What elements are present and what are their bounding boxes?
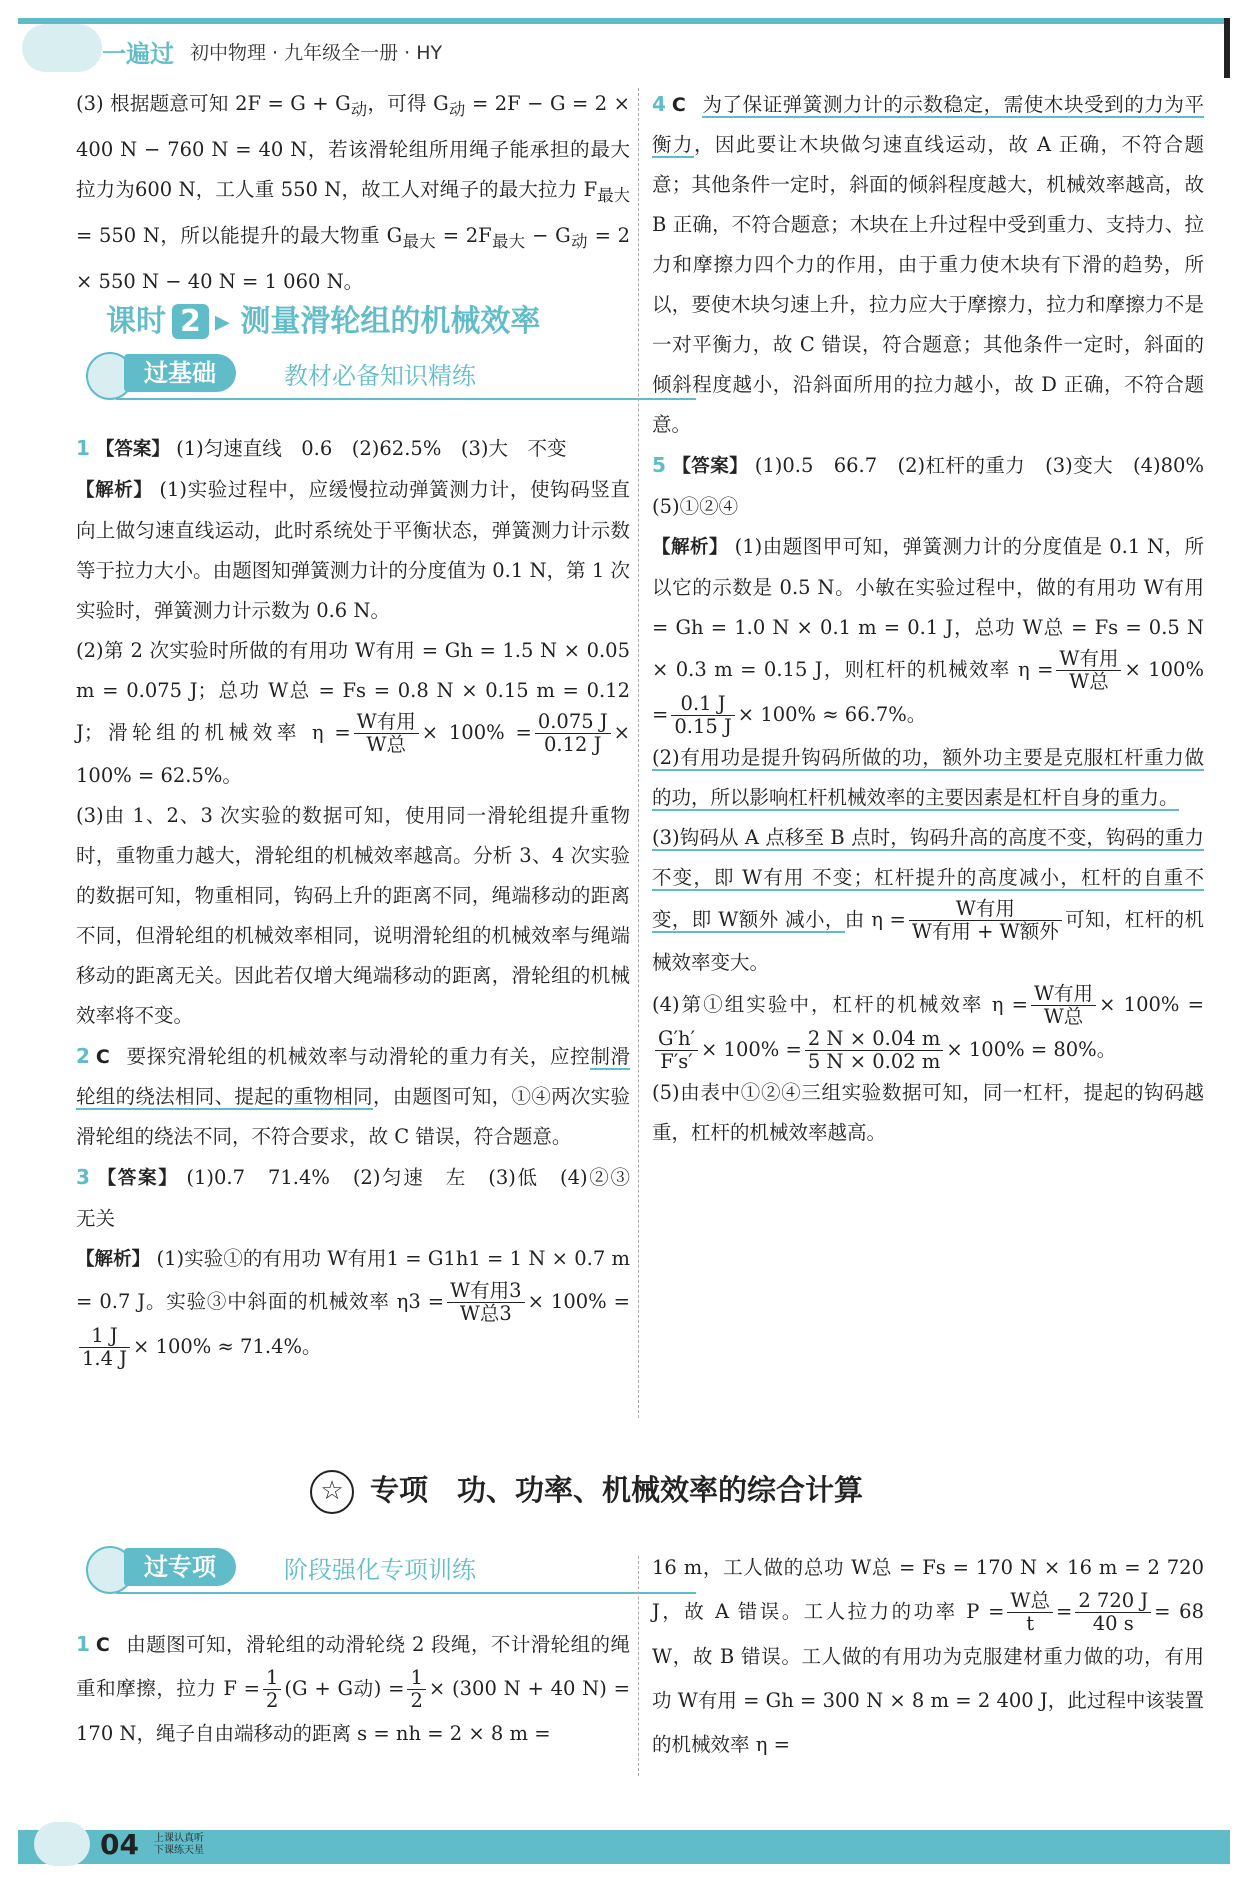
q4: 4 C 为了保证弹簧测力计的示数稳定，需使木块受到的力为平衡力，因此要让木块做匀速直线运动，故 A 正确，不符合题意；其他条件一定时，斜面的倾斜程度越大，机械效率越高，故 B 正确，不符合题意；木块在上升过程中受到重力、支持力、拉力和摩擦力四个力的作用，由于重力使木块有下滑的趋势，所以，要使木块匀速上升，拉力应大于摩擦力，拉力和摩擦力不是一对平衡力，故 C 错误，符合题意；其他条件一定时，斜面的倾斜程度越小，沿斜面所用的拉力越小，故 D 正确，不符合题意。 [652, 92, 1204, 436]
special-q1-continued: 16 m，工人做的总功 W总 = Fs = 170 N × 16 m = 2 720 J，故 A 错误。工人拉力的功率 P = $\frac{\text{W总}}{t}$ = $\frac{2 720 J}{40 s}$ = 68 W，故 B 错误。工人做的有用功为克服建材重力做的功，有用功 W有用 = Gh = 300 N × 8 m = 2 400 J，此过程中该装置的机械效率 η = [652, 1556, 1204, 1756]
q5-analysis-5: (5)由表中①②④三组实验数据可知，同一杠杆，提起的钩码越重，杠杆的机械效率越高。 [652, 1081, 1204, 1144]
q1-analysis-3: (3)由 1、2、3 次实验的数据可知，使用同一滑轮组提升重物时，重物重力越大，滑轮组的机械效率越高。分析 3、4 次实验的数据可知，物重相同，钩码上升的距离不同，绳端移动的距离不同，但滑轮组的机械效率相同，说明滑轮组的机械效率与绳端移动的距离无关。因此若仅增大绳端移动的距离，滑轮组的机械效率将不变。 [76, 804, 630, 1027]
special-title: ☆ 专项 功、功率、机械效率的综合计算 [310, 1468, 1010, 1518]
q5-analysis-4: (4)第①组实验中，杠杆的机械效率 η = $\frac{\text{W有用}}{\text{W总}}$ × 100% = $\frac{G'h'}{F's'}$ × 100% = $\frac{2 N \times 0.04 m}{5 N \times 0.02 m}$ × 100% = 80%。 [652, 982, 1204, 1073]
section-banner-basics: 过基础 教材必备知识精练 [76, 352, 656, 396]
column-divider [638, 88, 639, 1418]
section-banner-special: 过专项 阶段强化专项训练 [76, 1546, 656, 1590]
q1-analysis-1: 【解析】 (1)实验过程中，应缓慢拉动弹簧测力计，使钩码竖直向上做匀速直线运动，此时系统处于平衡状态，弹簧测力计示数等于拉力大小。由题图知弹簧测力计的分度值为 0.1 N，第 1 次实验时，弹簧测力计示数为 0.6 N。 [76, 478, 630, 622]
page-footer [18, 1822, 1230, 1866]
left-column-top [76, 84, 630, 302]
header-bar [18, 18, 1230, 24]
page-header [18, 18, 1230, 70]
q5-answer: 5 【答案】 (1)0.5 66.7 (2)杠杆的重力 (3)变大 (4)80% (5)①②④ [652, 453, 1224, 518]
q1-analysis-2: (2)第 2 次实验时所做的有用功 W有用 = Gh = 1.5 N × 0.05 m = 0.075 J；总功 W总 = Fs = 0.8 N × 0.15 m = 0.12 J；滑轮组的机械效率 η = $\frac{\text{W有用}}{\text{W总}}$ × 100% = $\frac{0.075 J}{0.12 J}$ × 100% = 62.5%。 [76, 639, 630, 787]
lesson-title: 课时 2 ▸ 测量滑轮组的机械效率 [106, 304, 541, 339]
q3-analysis: 【解析】 (1)实验①的有用功 W有用1 = G1h1 = 1 N × 0.7 m = 0.7 J。实验③中斜面的机械效率 η3 = $\frac{\text{W有用3}}{\text{W总3}}$ × 100% = $\frac{1 J}{1.4 J}$ × 100% ≈ 71.4%。 [76, 1247, 630, 1370]
q5-analysis-1: 【解析】 (1)由题图甲可知，弹簧测力计的分度值是 0.1 N，所以它的示数是 0.5 N。小敏在实验过程中，做的有用功 W有用 = Gh = 1.0 N × 0.1 m = 0.1 J，总功 W总 = Fs = 0.5 N × 0.3 m = 0.15 J，则杠杆的机械效率 η = $\frac{\text{W有用}}{\text{W总}}$ × 100% = $\frac{0.1 J}{0.15 J}$ × 100% ≈ 66.7%。 [652, 535, 1204, 738]
column-divider-bottom [638, 1556, 639, 1776]
intro-paragraph: (3) 根据题意可知 $2F = G + G_动$，可得 $G_动 = 2F - G = 2 \times 400$ N − 760 N = 40 N，若该滑轮组所用绳子能承担的最大拉力为600 N，工人重 550 N，故工人对绳子的最大拉力 $F_{最大} = 550$ N，所以能提升的最大物重 $G_{最大} = 2F_{最大} - G_动 = 2 \times 550$ N − 40 N = 1 060 N。 [76, 92, 631, 293]
q5-analysis-2: (2)有用功是提升钩码所做的功，额外功主要是克服杠杆重力做的功，所以影响杠杆机械效率的主要因素是杠杆自身的重力。 [652, 746, 1204, 809]
mascot-logo-icon [22, 24, 102, 72]
star-mascot-icon: ☆ [310, 1470, 354, 1514]
page-edge [1224, 18, 1230, 78]
q2: 2 C 要探究滑轮组的机械效率与动滑轮的重力有关，应控制滑轮组的绕法相同、提起的重物相同，由题图可知，①④两次实验滑轮组的绕法不同，不符合要求，故 C 错误，符合题意。 [76, 1044, 630, 1148]
special-q1: 1 C 由题图可知，滑轮组的动滑轮绕 2 段绳，不计滑轮组的绳重和摩擦，拉力 F = $\frac{1}{2}$ (G + G动) = $\frac{1}{2}$ × (300 N + 40 N) = 170 N，绳子自由端移动的距离 s = nh = 2 × 8 m = [76, 1632, 630, 1745]
right-column [652, 84, 1224, 1153]
book-title: 初中物理 · 九年级全一册 · HY [190, 42, 443, 64]
q3-answer: 3 【答案】 (1)0.7 71.4% (2)匀速 左 (3)低 (4)②③ 无关 [76, 1165, 650, 1230]
footer-slogan: 上课认真听 下课练天星 [154, 1833, 204, 1856]
brand-name: 一遍过 [102, 40, 174, 68]
mascot-footer-icon [34, 1822, 90, 1866]
bottom-left-column [76, 1622, 630, 1756]
page-number: 04 [100, 1828, 139, 1861]
q5-analysis-3: (3)钩码从 A 点移至 B 点时，钩码升高的高度不变，钩码的重力不变，即 W有用 不变；杠杆提升的高度减小，杠杆的自重不变，即 W额外 减小，由 η = $\frac{\text{W有用}}{\text{W有用 + W额外}}$ 可知，杠杆的机械效率变大。 [652, 826, 1204, 974]
q1-answer: 1 【答案】 (1)匀速直线 0.6 (2)62.5% (3)大 不变 [76, 436, 567, 460]
left-column-questions [76, 428, 650, 1370]
bottom-right-column [652, 1546, 1204, 1767]
